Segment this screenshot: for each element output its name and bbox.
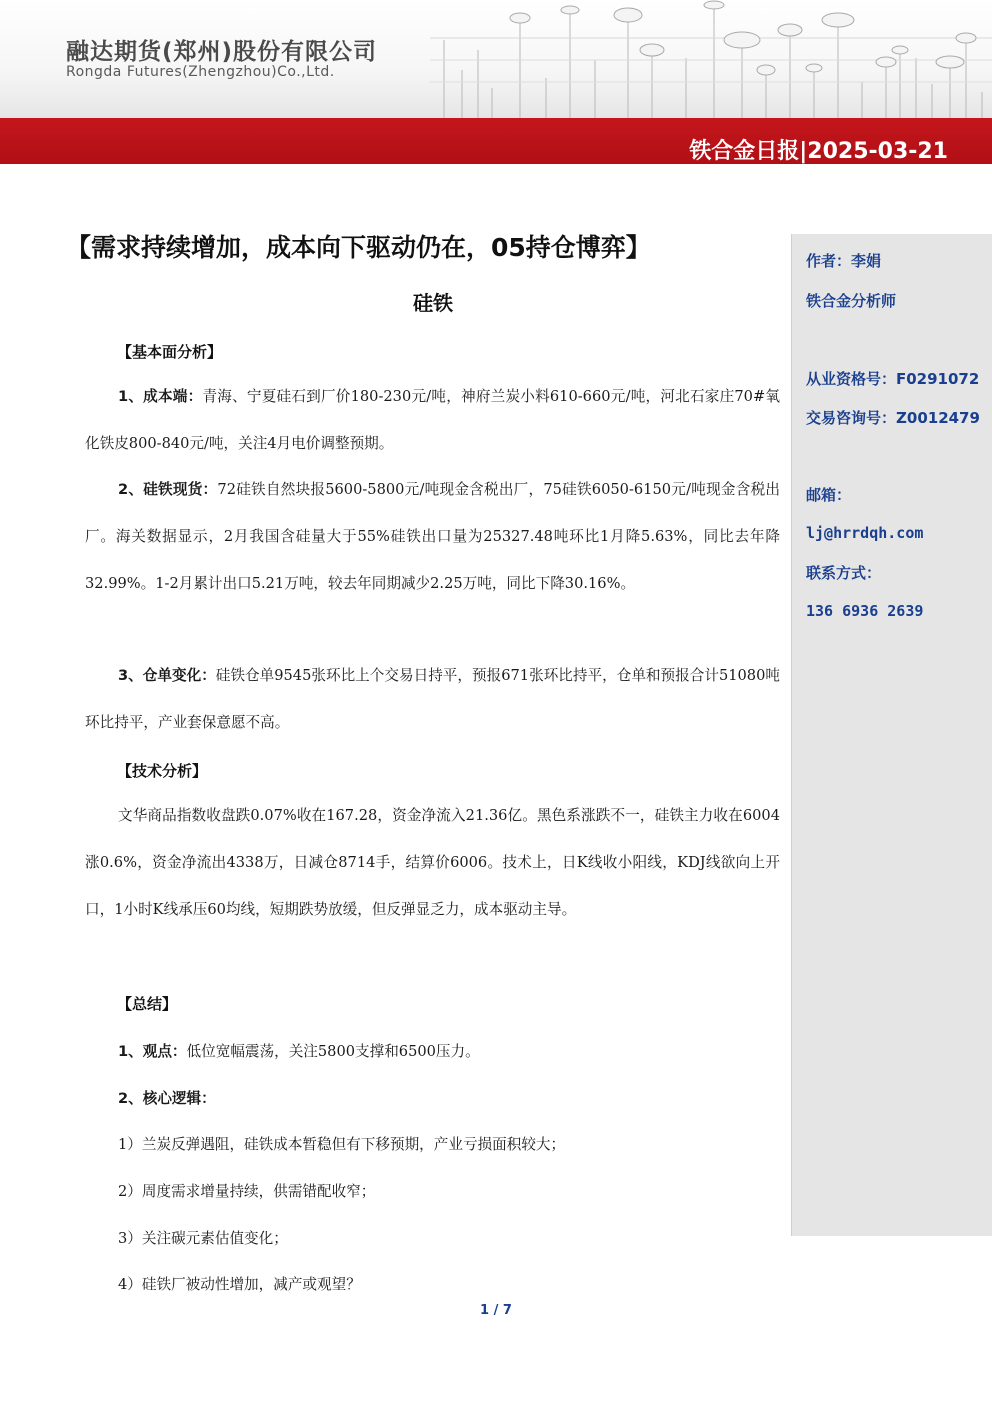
article-subtitle: 硅铁	[413, 291, 453, 315]
spot-label: 2、硅铁现货：	[118, 481, 218, 498]
contact-label: 联系方式：	[806, 564, 882, 582]
technical-heading: 【技术分析】	[117, 762, 208, 780]
page-header	[0, 0, 992, 118]
cost-text: 青海、宁夏硅石到厂价180-230元/吨，神府兰炭小料610-660元/吨，河北石家庄70#氧化铁皮800-840元/吨，关注4月电价调整预期。	[85, 388, 781, 452]
warrant-paragraph	[85, 652, 780, 746]
logic-point-3: 3）关注碳元素估值变化；	[118, 1230, 288, 1247]
view-line	[118, 1040, 480, 1061]
author-name: 作者：李娟	[806, 252, 882, 270]
logic-line	[118, 1087, 216, 1108]
view-text: 低位宽幅震荡，关注5800支撑和6500压力。	[186, 1043, 480, 1060]
warrant-label: 3、仓单变化：	[118, 667, 216, 684]
technical-paragraph: 文华商品指数收盘跌0.07%收在167.28，资金净流入21.36亿。黑色系涨跌不一，硅铁主力收在6004涨0.6%，资金净流出4338万，日减仓8714手，结算价6006。技术上，日K线收小阳线，KDJ线欲向上开口，1小时K线承压60均线，短期跌势放缓，但反弹显乏力，成本驱动主导。	[85, 807, 780, 918]
email-address[interactable]: lj@hrrdqh.com	[806, 524, 924, 542]
report-title: 铁合金日报|2025-03-21	[689, 139, 948, 164]
logic-point-1: 1）兰炭反弹遇阻，硅铁成本暂稳但有下移预期，产业亏损面积较大；	[118, 1136, 566, 1153]
company-name-en: Rongda Futures(Zhengzhou)Co.,Ltd.	[66, 64, 335, 80]
email-label: 邮箱：	[806, 486, 852, 504]
article-title: 【需求持续增加，成本向下驱动仍在，05持仓博弈】	[66, 233, 651, 262]
logic-point-4: 4）硅铁厂被动性增加，减产或观望？	[118, 1276, 361, 1293]
spot-text: 72硅铁自然块报5600-5800元/吨现金含税出厂，75硅铁6050-6150元/吨现金含税出厂。海关数据显示，2月我国含硅量大于55%硅铁出口量为25327.48吨环比1月降5.63%，同比去年降32.99%。1-2月累计出口5.21万吨，较去年同期减少2.25万吨，同比下降30.16%。	[85, 481, 781, 592]
spot-paragraph	[85, 466, 780, 607]
phone-number: 136 6936 2639	[806, 602, 924, 620]
warrant-text: 硅铁仓单9545张环比上个交易日持平，预报671张环比持平，仓单和预报合计51080吨环比持平，产业套保意愿不高。	[85, 667, 780, 731]
logic-label: 2、核心逻辑：	[118, 1090, 216, 1107]
author-sidebar	[791, 234, 992, 1236]
logic-point-2: 2）周度需求增量持续，供需错配收窄；	[118, 1183, 376, 1200]
company-name-cn: 融达期货(郑州)股份有限公司	[66, 39, 378, 65]
cost-paragraph	[85, 373, 780, 467]
author-role: 铁合金分析师	[806, 292, 897, 310]
fundamental-heading: 【基本面分析】	[117, 343, 223, 361]
page-number: 1 / 7	[480, 1303, 512, 1318]
consult-number: 交易咨询号：Z0012479	[806, 409, 980, 427]
summary-heading: 【总结】	[117, 995, 178, 1013]
license-number: 从业资格号：F0291072	[806, 370, 980, 388]
view-label: 1、观点：	[118, 1043, 187, 1060]
header-decoration-graphic	[430, 0, 992, 118]
cost-label: 1、成本端：	[118, 388, 203, 405]
